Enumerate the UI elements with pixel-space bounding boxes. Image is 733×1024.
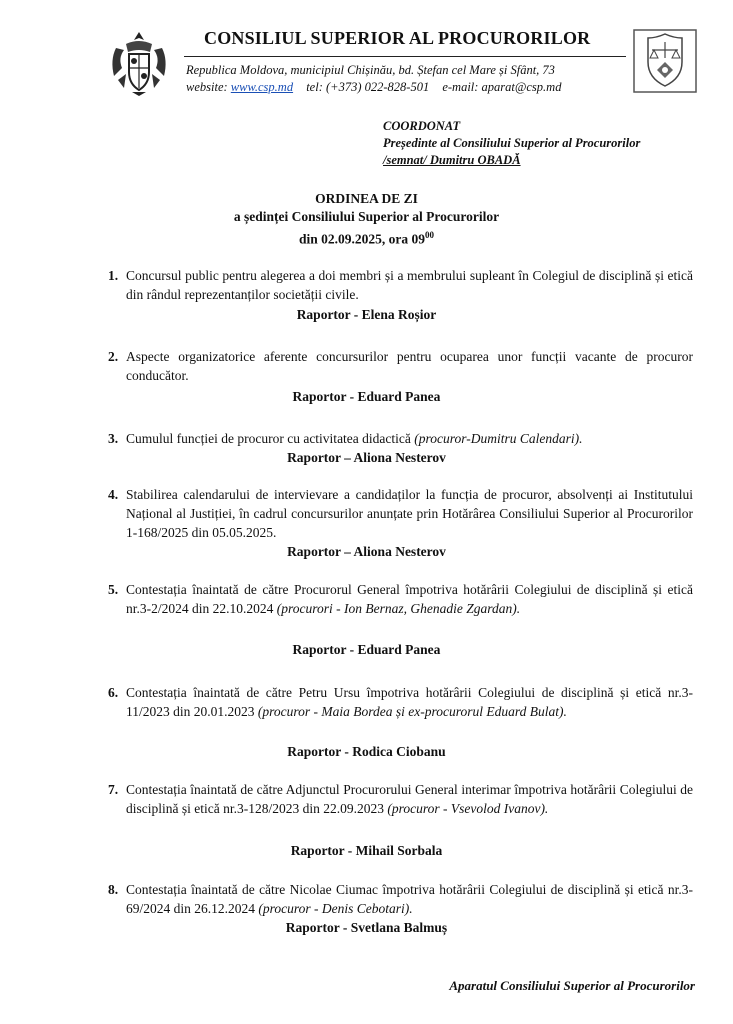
item-rapporteur: Raportor - Svetlana Balmuș [285,920,448,935]
header-divider [184,56,626,57]
institution-title: CONSILIUL SUPERIOR AL PROCURORILOR [204,28,591,48]
agenda-item [108,347,693,385]
item-text [126,347,693,385]
agenda-subheading: a ședinței Consiliului Superior al Procurorilor [233,209,500,224]
item-text [126,580,693,618]
agenda-item [108,485,693,542]
item-body: Contestația înaintată de către Nicolae Ciumac împotriva hotărârii Colegiului de disciplină și etică nr.3-69/2024 din 26.12.2024 [126,882,693,916]
agenda-item [108,580,693,618]
item-text [126,485,693,542]
agenda-title [0,190,733,249]
item-body: Contestația înaintată de către Adjunctul Procurorului General interimar împotriva hotărârii Colegiului de disciplină și etică nr.3-128/2023 din 22.09.2023 [126,782,693,816]
item-note: (procuror - Denis Cebotari). [258,901,413,916]
council-emblem-icon [632,28,698,94]
coordination-block [383,118,640,169]
item-note: (procuror - Maia Bordea și ex-procurorul Eduard Bulat). [257,704,567,719]
item-note: (procuror - Vsevolod Ivanov). [387,801,549,816]
issuing-office: Aparatul Consiliului Superior al Procurorilor [449,978,695,993]
item-note: (procuror-Dumitru Calendari). [414,431,583,446]
item-body: Cumulul funcției de procuror cu activitatea didactică [126,431,415,446]
item-number: 6. [108,685,119,700]
letterhead [108,22,698,102]
item-number: 4. [108,487,119,502]
item-body: Contestația înaintată de către Petru Ursu împotriva hotărârii Colegiului de disciplină și etică nr.3-11/2023 din 20.01.2023 [126,685,693,719]
coordination-label: COORDONAT [383,119,461,133]
item-body: Contestația înaintată de către Procurorul General împotriva hotărârii Colegiului de disciplină și etică nr.3-2/2024 din 22.10.2024 [126,582,693,616]
agenda-item [108,266,693,304]
coordination-role: Președinte al Consiliului Superior al Procurorilor [383,136,641,150]
agenda-item [108,880,693,918]
item-number: 8. [108,882,119,897]
item-number: 5. [108,582,119,597]
agenda-time-minutes: 00 [425,230,434,240]
item-number: 7. [108,782,119,797]
item-rapporteur: Raportor - Mihail Sorbala [290,843,443,858]
email-address: e-mail: aparat@csp.md [442,80,562,94]
item-body: Stabilirea calendarului de intervievare a candidaților la funcția de procuror, absolvenți ai Institutului Național al Justiției, în cadrul concursurilor anunțate prin Hotărârea Consiliului Superior al Procurorilor 1-168/2025 din 05.05.2025. [126,487,693,540]
website-link[interactable]: www.csp.md [230,80,294,94]
phone-number: tel: (+373) 022-828-501 [306,80,430,94]
item-text [126,880,693,918]
item-body: Aspecte organizatorice aferente concursurilor pentru ocuparea unor funcții vacante de procuror conducător. [126,349,693,383]
item-body: Concursul public pentru alegerea a doi membri și a membrului supleant în Colegiul de disciplină și etică din rândul reprezentanților societății civile. [126,268,693,302]
institution-address: Republica Moldova, municipiul Chișinău, bd. Ștefan cel Mare și Sfânt, 73 [186,63,555,77]
coordination-signature: /semnat/ Dumitru OBADĂ [383,153,521,167]
agenda-date-text: din 02.09.2025, ora 09 [298,231,425,247]
contact-line [186,80,561,95]
item-number: 2. [108,349,119,364]
agenda-heading: ORDINEA DE ZI [315,191,418,206]
item-rapporteur: Raportor – Aliona Nesterov [287,450,446,465]
item-rapporteur: Raportor - Elena Roșior [296,307,437,322]
moldova-coat-of-arms-icon [108,28,170,98]
item-number: 3. [108,431,119,446]
website-label: website: [186,80,228,94]
item-text [126,429,693,448]
item-text [126,683,693,721]
item-rapporteur: Raportor - Rodica Ciobanu [287,744,446,759]
item-rapporteur: Raportor - Eduard Panea [292,389,441,404]
item-number: 1. [108,268,119,283]
agenda-item [108,683,693,721]
agenda-item [108,780,693,818]
agenda-date [0,226,733,249]
item-text [126,780,693,818]
agenda-item [108,429,693,448]
item-rapporteur: Raportor – Aliona Nesterov [287,544,446,559]
item-rapporteur: Raportor - Eduard Panea [292,642,441,657]
item-note: (procurori - Ion Bernaz, Ghenadie Zgardan). [276,601,521,616]
item-text [126,266,693,304]
